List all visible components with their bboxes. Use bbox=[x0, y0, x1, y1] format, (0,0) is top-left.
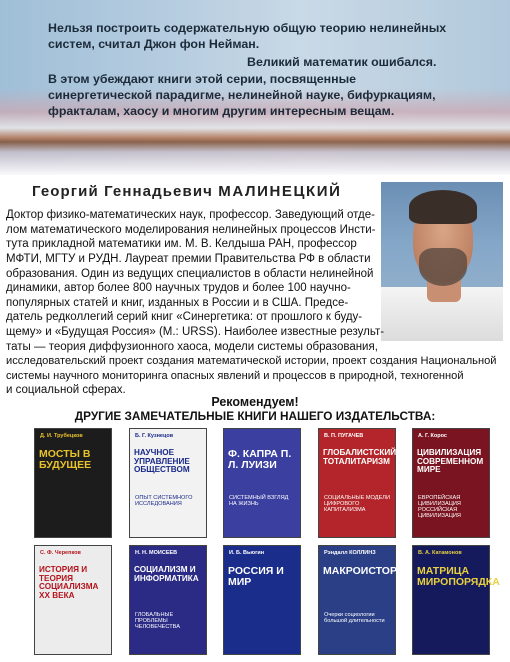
book-cover[interactable] bbox=[129, 428, 207, 538]
book-author: И. Б. Вьюгин bbox=[229, 550, 265, 556]
bio-line: системы научного мониторинга опасных явлений и процессов в природной, техногенной bbox=[6, 370, 464, 382]
book-subtitle: Очерки социологии большой длительности bbox=[324, 612, 385, 625]
book-cover[interactable] bbox=[318, 428, 396, 538]
bio-line: исследовательский проект создания математической истории, проект создания Национальной bbox=[6, 355, 497, 367]
author-photo bbox=[381, 182, 503, 341]
book-author: В. П. ПУГАЧЕВ bbox=[324, 433, 364, 439]
banner-line: Великий математик ошибался. bbox=[247, 55, 437, 69]
book-cover[interactable] bbox=[412, 428, 490, 538]
author-last-name: МАЛИНЕЦКИЙ bbox=[218, 183, 342, 200]
book-title: МАТРИЦА МИРОПОРЯДКА bbox=[417, 565, 500, 589]
bio-line: таты — теория диффузионного хаоса, модели системы образования, bbox=[6, 341, 378, 353]
book-cover[interactable] bbox=[318, 545, 413, 655]
book-author: А. Г. Корос bbox=[418, 433, 447, 439]
book-title: ЦИВИЛИЗАЦИЯ СОВРЕМЕННОМ МИРЕ bbox=[417, 448, 484, 475]
banner-line: Нельзя построить содержательную общую теорию нелинейных bbox=[48, 21, 447, 35]
book-cover[interactable] bbox=[34, 428, 112, 538]
book-author: Н. Н. МОИСЕЕВ bbox=[135, 550, 178, 556]
bio-line: образования. Один из ведущих специалистов в области нелинейной bbox=[6, 268, 374, 280]
bio-line: Доктор физико-математических наук, профессор. Заведующий отде- bbox=[6, 209, 375, 221]
bio-line: тута прикладной математики им. М. В. Келдыша РАН, профессор bbox=[6, 238, 357, 250]
banner-line: систем, считал Джон фон Нейман. bbox=[48, 37, 260, 51]
book-subtitle: ГЛОБАЛЬНЫЕ ПРОБЛЕМЫ ЧЕЛОВЕЧЕСТВА bbox=[135, 612, 180, 631]
book-author: С. Ф. Черепков bbox=[40, 550, 81, 556]
author-name bbox=[32, 183, 342, 200]
book-subtitle: СОЦИАЛЬНЫЕ МОДЕЛИ ЦИФРОВОГО КАПИТАЛИЗМА bbox=[324, 495, 390, 514]
bio-line: динамики, автор более 800 научных трудов и более 100 научно- bbox=[6, 282, 351, 294]
book-author: Рэндалл КОЛЛИНЗ bbox=[324, 550, 376, 556]
book-author: Д. И. Трубецков bbox=[40, 433, 83, 439]
book-cover[interactable] bbox=[412, 545, 500, 655]
book-cover[interactable] bbox=[34, 545, 112, 655]
book-subtitle: СИСТЕМНЫЙ ВЗГЛЯД НА ЖИЗНЬ bbox=[229, 495, 289, 508]
book-subtitle: ОПЫТ СИСТЕМНОГО ИССЛЕДОВАНИЯ bbox=[135, 495, 193, 508]
header-banner bbox=[0, 0, 510, 175]
bio-line: МФТИ, МГТУ и РУДН. Лауреат премии Правительства РФ в области bbox=[6, 253, 371, 265]
book-title: ГЛОБАЛИСТСКИЙ ТОТАЛИТАРИЗМ bbox=[323, 448, 397, 466]
bio-line: лом математического моделирования нелинейных процессов Инсти- bbox=[6, 224, 376, 236]
book-title: Ф. КАПРА П. Л. ЛУИЗИ bbox=[228, 448, 292, 472]
book-title: МАКРОИСТОРИЯ bbox=[323, 565, 413, 577]
author-first-names: Георгий Геннадьевич bbox=[32, 183, 213, 200]
book-cover[interactable] bbox=[129, 545, 207, 655]
bio-line: датель редколлегий серий книг «Синергетика: от прошлого к буду- bbox=[6, 311, 363, 323]
book-author: В. А. Катамонов bbox=[418, 550, 462, 556]
bio-line: щему» и «Будущая Россия» (М.: URSS). Наиболее известные результ- bbox=[6, 326, 385, 338]
recommend-subtitle: ДРУГИЕ ЗАМЕЧАТЕЛЬНЫЕ КНИГИ НАШЕГО ИЗДАТЕЛЬСТВА: bbox=[74, 409, 436, 423]
book-title: МОСТЫ В БУДУЩЕЕ bbox=[39, 448, 92, 472]
bio-line: популярных статей и книг, изданных в России и в США. Предсе- bbox=[6, 297, 349, 309]
recommend-title: Рекомендуем! bbox=[211, 395, 299, 409]
book-title: НАУЧНОЕ УПРАВЛЕНИЕ ОБЩЕСТВОМ bbox=[134, 448, 190, 475]
book-title: РОССИЯ И МИР bbox=[228, 565, 284, 589]
banner-line: В этом убеждают книги этой серии, посвященные bbox=[48, 72, 357, 86]
bio-line: и социальной сферах. bbox=[6, 384, 126, 396]
book-title: СОЦИАЛИЗМ И ИНФОРМАТИКА bbox=[134, 565, 199, 583]
book-cover[interactable] bbox=[223, 428, 301, 538]
banner-line: фракталам, хаосу и многим другим интересным вещам. bbox=[48, 104, 395, 118]
book-subtitle: ЕВРОПЕЙСКАЯ ЦИВИЛИЗАЦИЯ РОССИЙСКАЯ ЦИВИЛИЗАЦИЯ bbox=[418, 495, 461, 520]
book-cover[interactable] bbox=[223, 545, 301, 655]
book-author: Б. Г. Кузнецов bbox=[135, 433, 174, 439]
banner-line: синергетической парадигме, нелинейной науке, бифуркациям, bbox=[48, 88, 436, 102]
book-title: ИСТОРИЯ И ТЕОРИЯ СОЦИАЛИЗМА XX ВЕКА bbox=[39, 565, 99, 600]
